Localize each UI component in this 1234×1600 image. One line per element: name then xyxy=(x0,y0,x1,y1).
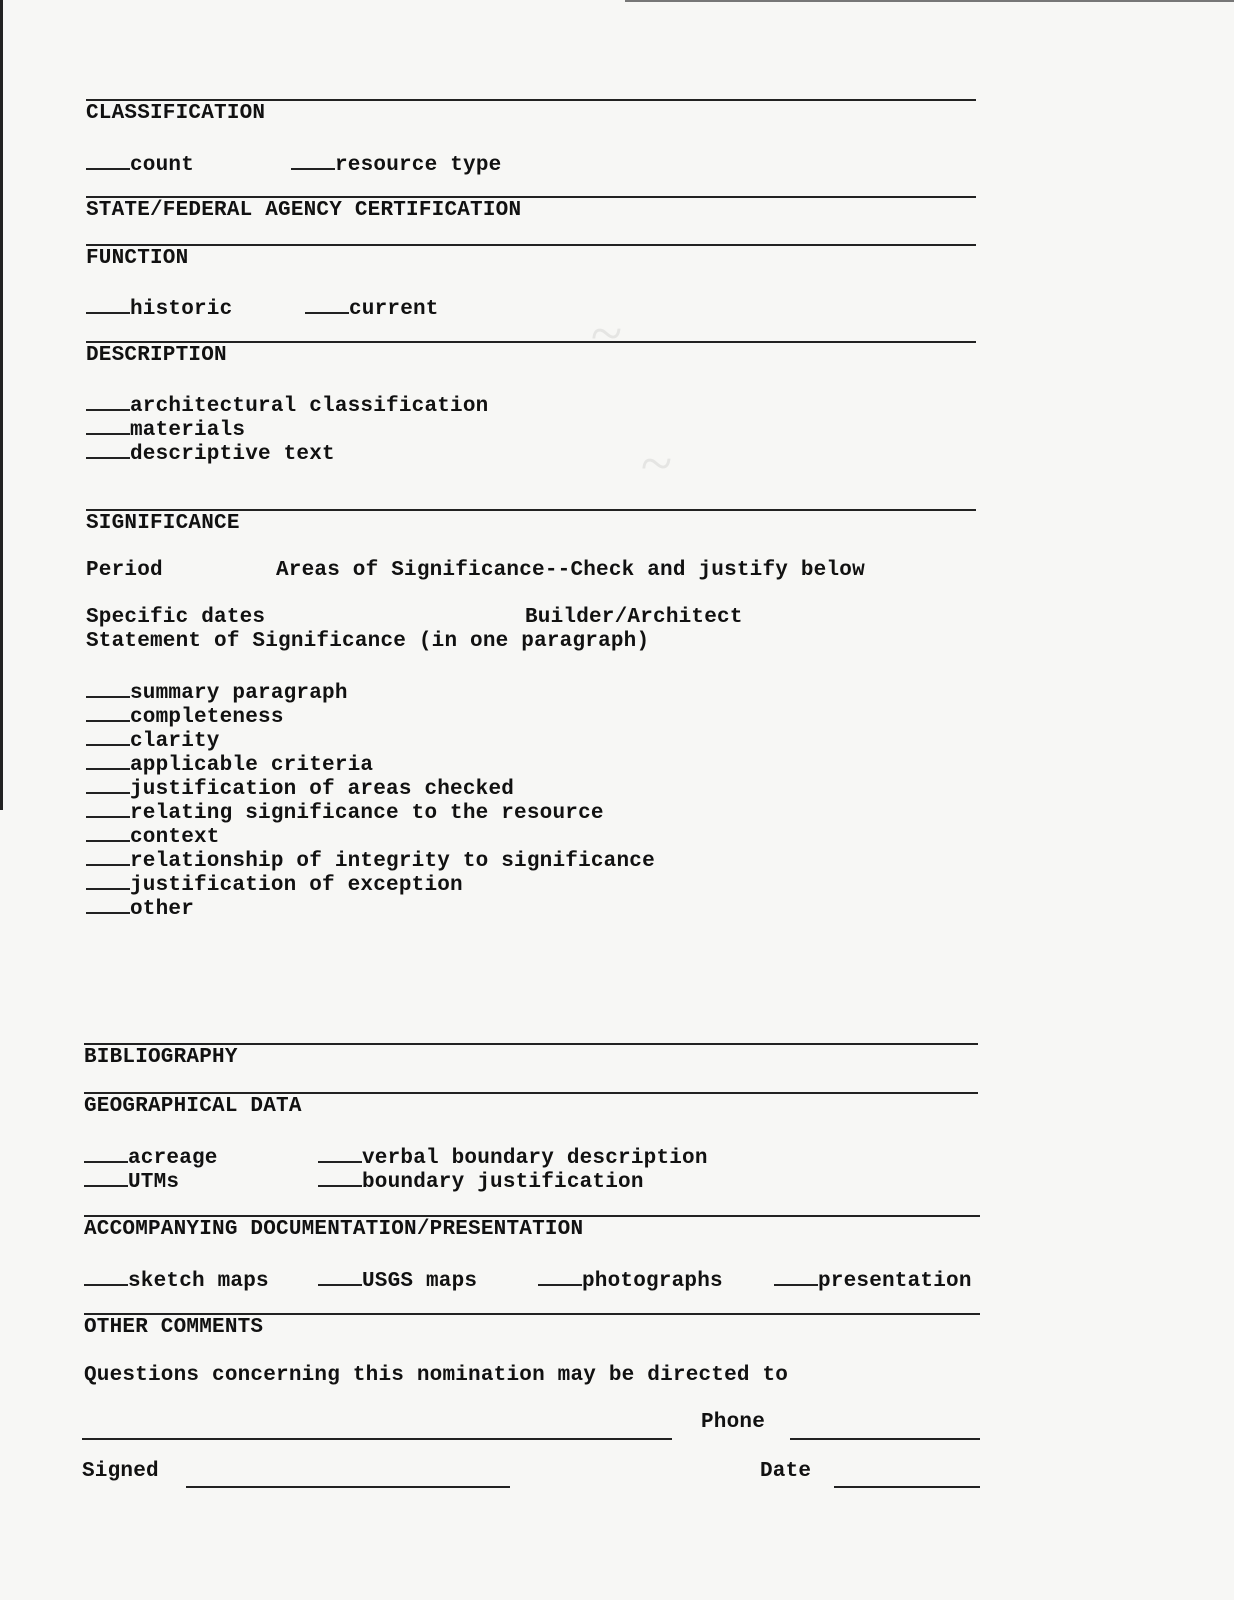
checkbox-other[interactable]: other xyxy=(86,894,194,922)
blank-line xyxy=(84,1167,128,1187)
label-builder-architect: Builder/Architect xyxy=(525,606,743,629)
checkbox-presentation[interactable]: presentation xyxy=(774,1266,972,1294)
blank-line xyxy=(291,150,335,170)
label-signed: Signed xyxy=(82,1460,159,1483)
checkbox-materials[interactable]: materials xyxy=(86,415,245,443)
blank-line xyxy=(318,1167,362,1187)
rule-significance xyxy=(86,509,976,511)
checkbox-acreage[interactable]: acreage xyxy=(84,1143,218,1171)
bleed-through-mark: ~ xyxy=(590,301,622,366)
rule-description xyxy=(86,341,976,343)
checkbox-utms[interactable]: UTMs xyxy=(84,1167,179,1195)
heading-state-federal: STATE/FEDERAL AGENCY CERTIFICATION xyxy=(86,199,522,222)
checkbox-justification-of-exception[interactable]: justification of exception xyxy=(86,870,463,898)
checkbox-sketch-maps[interactable]: sketch maps xyxy=(84,1266,269,1294)
heading-classification: CLASSIFICATION xyxy=(86,102,266,125)
heading-other-comments: OTHER COMMENTS xyxy=(84,1316,264,1339)
blank-line xyxy=(86,702,130,722)
heading-bibliography: BIBLIOGRAPHY xyxy=(84,1046,238,1069)
blank-line xyxy=(86,439,130,459)
blank-line xyxy=(774,1266,818,1286)
checkbox-context[interactable]: context xyxy=(86,822,220,850)
contact-name-line[interactable] xyxy=(82,1438,672,1440)
signature-line[interactable] xyxy=(186,1486,510,1488)
blank-line xyxy=(86,678,130,698)
checkbox-architectural-classification[interactable]: architectural classification xyxy=(86,391,488,419)
rule-function xyxy=(86,244,976,246)
checkbox-completeness[interactable]: completeness xyxy=(86,702,284,730)
rule-other-comments xyxy=(84,1313,980,1315)
blank-line xyxy=(538,1266,582,1286)
checkbox-relationship-of-integrity[interactable]: relationship of integrity to significance xyxy=(86,846,655,874)
blank-line xyxy=(86,726,130,746)
blank-line xyxy=(86,391,130,411)
checkbox-relating-significance[interactable]: relating significance to the resource xyxy=(86,798,604,826)
blank-line xyxy=(86,294,130,314)
blank-line xyxy=(86,870,130,890)
phone-line[interactable] xyxy=(790,1438,980,1440)
blank-line xyxy=(305,294,349,314)
checkbox-historic[interactable]: historic xyxy=(86,294,232,322)
blank-line xyxy=(86,894,130,914)
checkbox-photographs[interactable]: photographs xyxy=(538,1266,723,1294)
blank-line xyxy=(86,750,130,770)
blank-line xyxy=(86,846,130,866)
blank-line xyxy=(86,415,130,435)
blank-line xyxy=(86,150,130,170)
checkbox-count[interactable]: count xyxy=(86,150,194,178)
blank-line xyxy=(318,1143,362,1163)
checkbox-clarity[interactable]: clarity xyxy=(86,726,220,754)
label-period: Period xyxy=(86,559,163,582)
label-areas-of-significance: Areas of Significance--Check and justify below xyxy=(276,559,865,582)
top-scan-edge xyxy=(625,0,1234,2)
label-statement-of-significance: Statement of Significance (in one paragraph) xyxy=(86,630,650,653)
heading-accompanying-documentation: ACCOMPANYING DOCUMENTATION/PRESENTATION xyxy=(84,1218,584,1241)
blank-line xyxy=(318,1266,362,1286)
label-specific-dates: Specific dates xyxy=(86,606,266,629)
checkbox-resource-type[interactable]: resource type xyxy=(291,150,501,178)
checkbox-verbal-boundary[interactable]: verbal boundary description xyxy=(318,1143,708,1171)
blank-line xyxy=(84,1266,128,1286)
checkbox-summary-paragraph[interactable]: summary paragraph xyxy=(86,678,348,706)
checkbox-justification-of-areas[interactable]: justification of areas checked xyxy=(86,774,514,802)
label-date: Date xyxy=(760,1460,812,1483)
blank-line xyxy=(86,798,130,818)
blank-line xyxy=(86,774,130,794)
rule-geographical xyxy=(84,1092,978,1094)
questions-text: Questions concerning this nomination may be directed to xyxy=(84,1364,789,1387)
checkbox-applicable-criteria[interactable]: applicable criteria xyxy=(86,750,373,778)
rule-accompanying xyxy=(84,1215,980,1217)
checkbox-boundary-justification[interactable]: boundary justification xyxy=(318,1167,644,1195)
heading-significance: SIGNIFICANCE xyxy=(86,512,240,535)
label-phone: Phone xyxy=(701,1411,766,1434)
heading-description: DESCRIPTION xyxy=(86,344,227,367)
blank-line xyxy=(86,822,130,842)
checkbox-descriptive-text[interactable]: descriptive text xyxy=(86,439,335,467)
checkbox-current[interactable]: current xyxy=(305,294,439,322)
checkbox-usgs-maps[interactable]: USGS maps xyxy=(318,1266,477,1294)
left-scan-edge xyxy=(0,0,3,810)
rule-bibliography xyxy=(84,1043,978,1045)
blank-line xyxy=(84,1143,128,1163)
bleed-through-mark: ~ xyxy=(640,431,672,496)
date-line[interactable] xyxy=(834,1486,980,1488)
rule-state-federal xyxy=(86,196,976,198)
heading-geographical-data: GEOGRAPHICAL DATA xyxy=(84,1095,302,1118)
heading-function: FUNCTION xyxy=(86,247,189,270)
rule-classification xyxy=(86,99,976,101)
